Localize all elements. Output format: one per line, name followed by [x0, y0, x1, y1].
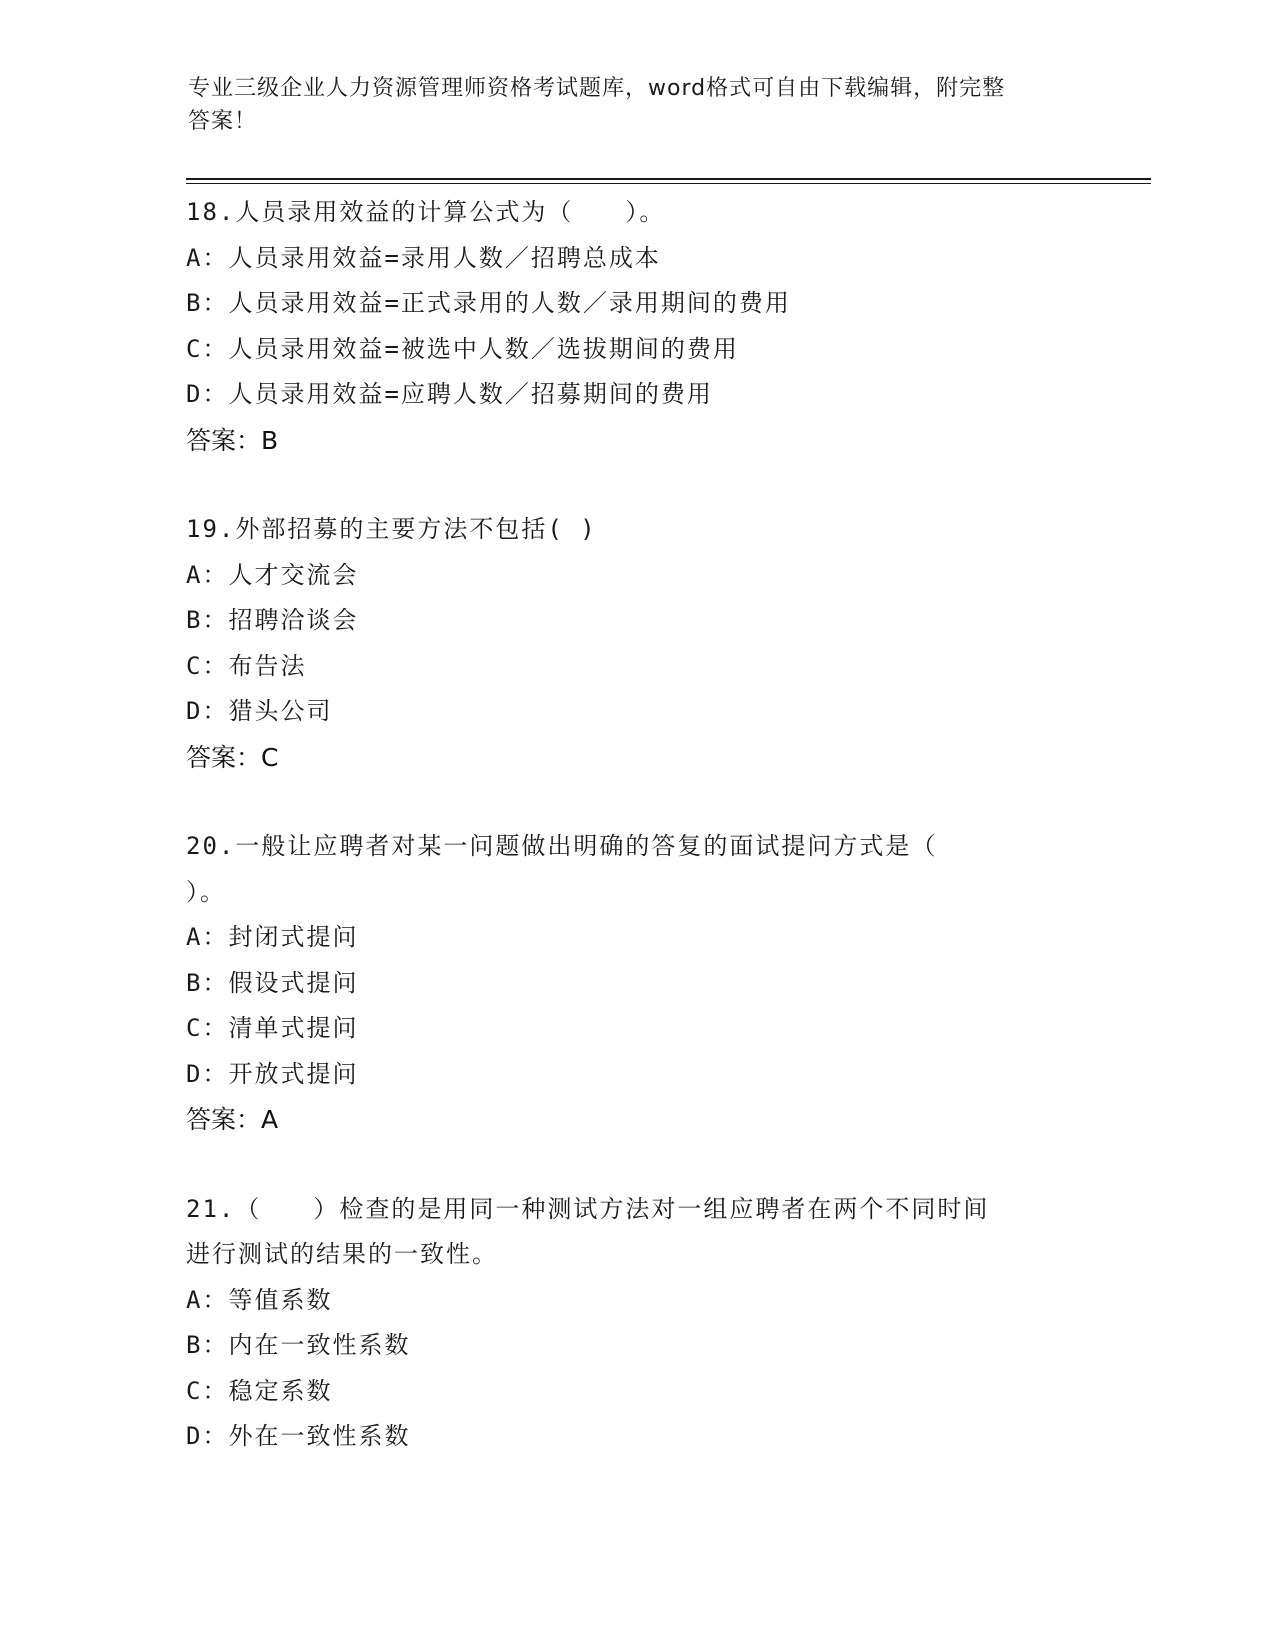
question-20: [186, 824, 1086, 1143]
question-19: [186, 507, 1086, 780]
header-divider-thin: [186, 183, 1151, 184]
document-header: [188, 72, 1088, 138]
option-a: A：封闭式提问: [186, 923, 359, 951]
option-b: B：假设式提问: [186, 968, 359, 997]
option-b: B：人员录用效益=正式录用的人数／录用期间的费用: [186, 289, 791, 317]
option-b: B：内在一致性系数: [186, 1331, 411, 1359]
option-b: B：招聘洽谈会: [186, 606, 359, 634]
question-stem: 18.人员录用效益的计算公式为（ ）。: [186, 198, 666, 226]
option-a: A：人员录用效益=录用人数／招聘总成本: [186, 243, 661, 272]
question-18: [186, 190, 1086, 463]
question-21: [186, 1187, 1086, 1460]
option-a: A：等值系数: [186, 1285, 333, 1314]
option-c: C：清单式提问: [186, 1014, 359, 1042]
option-c: C：人员录用效益=被选中人数／选拔期间的费用: [186, 334, 739, 363]
answer-line: 答案：B: [186, 425, 279, 455]
option-a: A：人才交流会: [186, 560, 359, 589]
question-stem: 20.一般让应聘者对某一问题做出明确的答复的面试提问方式是（: [186, 832, 938, 860]
header-line-1: 专业三级企业人力资源管理师资格考试题库，word格式可自由下载编辑，附完整: [188, 76, 1006, 101]
answer-line: 答案：A: [186, 1105, 279, 1134]
question-list: [186, 190, 1086, 1460]
question-spacer: [186, 1143, 1086, 1187]
option-d: D：开放式提问: [186, 1059, 359, 1088]
option-c: C：稳定系数: [186, 1376, 333, 1405]
question-spacer: [186, 780, 1086, 824]
question-stem-continued: 进行测试的结果的一致性。: [186, 1240, 498, 1268]
option-d: D：外在一致性系数: [186, 1422, 411, 1450]
answer-line: 答案：C: [186, 742, 279, 772]
question-stem: 21.（ ）检查的是用同一种测试方法对一组应聘者在两个不同时间: [186, 1194, 990, 1223]
option-d: D：猎头公司: [186, 697, 333, 725]
question-stem: 19.外部招募的主要方法不包括( ): [186, 515, 597, 543]
option-d: D：人员录用效益=应聘人数／招募期间的费用: [186, 380, 713, 408]
option-c: C：布告法: [186, 651, 307, 680]
question-stem-continued: ）。: [186, 877, 226, 906]
question-spacer: [186, 463, 1086, 507]
header-line-2: 答案！: [188, 109, 258, 134]
header-divider-thick: [186, 178, 1151, 180]
